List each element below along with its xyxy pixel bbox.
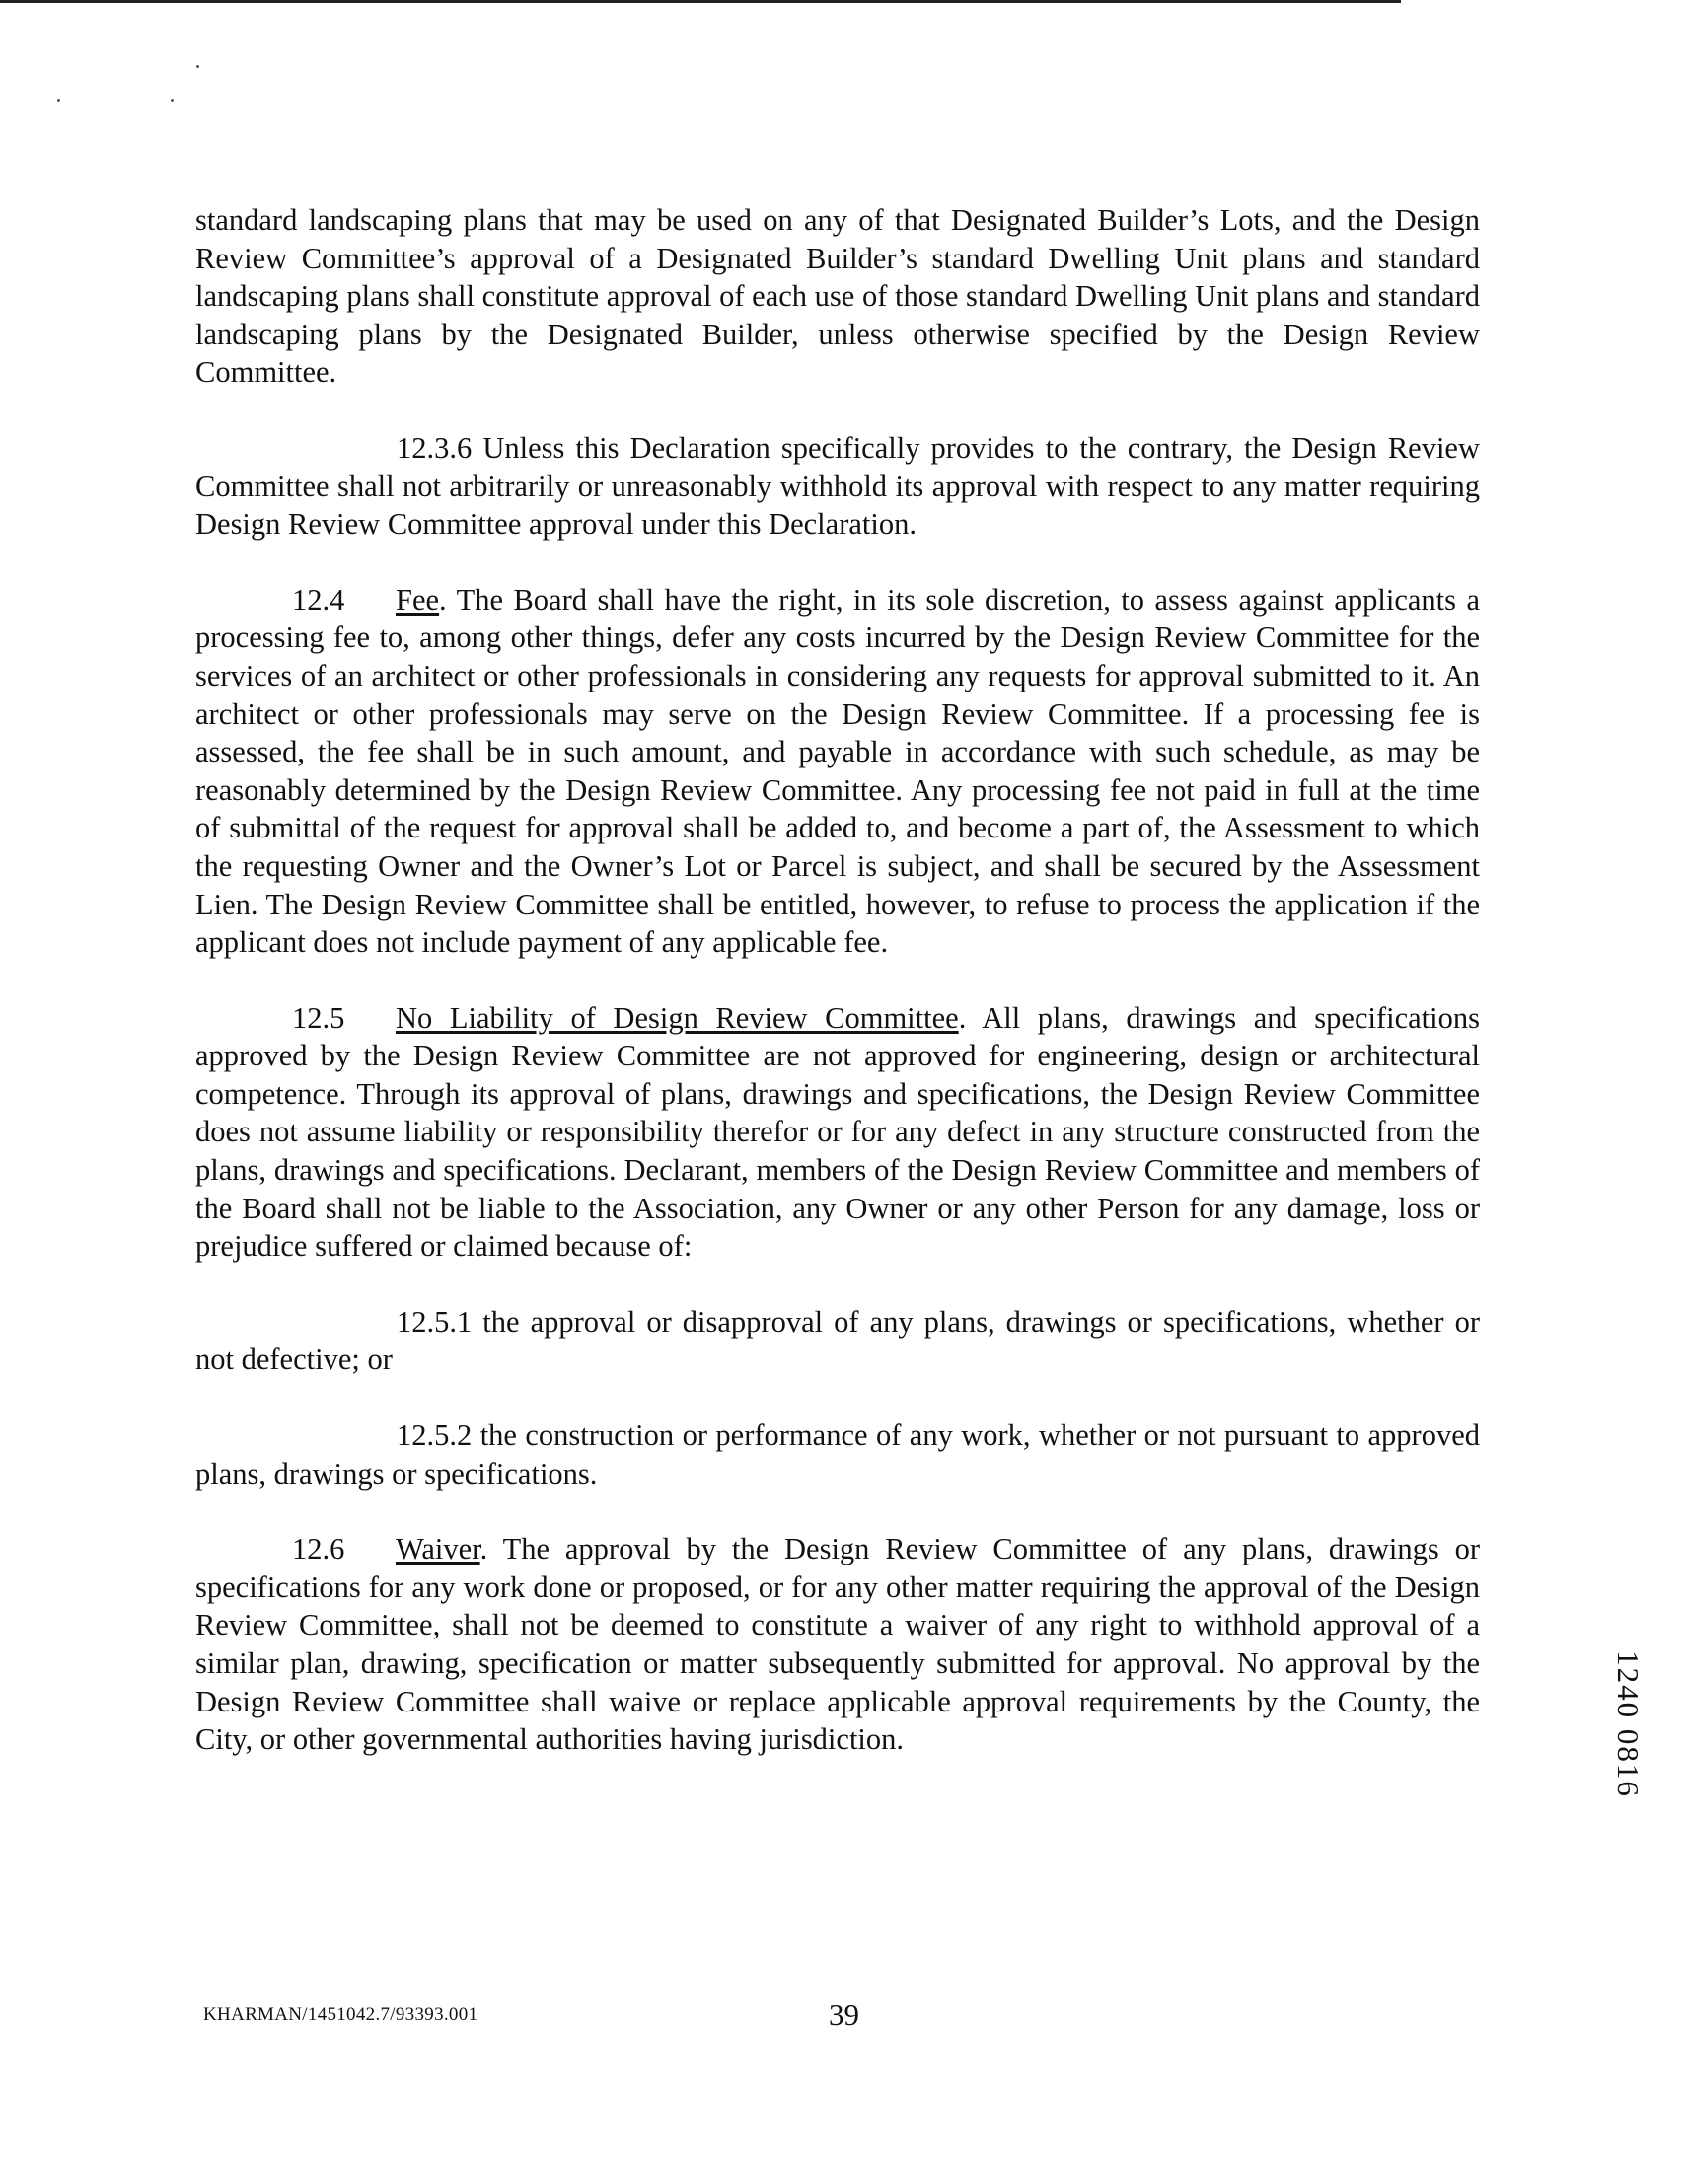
section-heading: Fee [396, 582, 440, 617]
paragraph-12-5 [195, 999, 1480, 1266]
paragraph-text: . The Board shall have the right, in its sole discretion, to assess against applicants a processing fee to, among other things, defer any costs incurred by the Design Review Committee for the services of an architect or other professionals in considering any requests for approval submitted to it. An architect or other professionals may serve on the Design Review Committee. If a processing fee is assessed, the fee shall be in such amount, and payable in accordance with such schedule, as may be reasonably determined by the Design Review Committee. Any processing fee not paid in full at the time of submittal of the request for approval shall be added to, and become a part of, the Assessment to which the requesting Owner and the Owner’s Lot or Parcel is subject, and shall be secured by the Assessment Lien. The Design Review Committee shall be entitled, however, to refuse to process the application if the applicant does not include payment of any applicable fee. [195, 582, 1480, 960]
section-number: 12.6 [292, 1532, 345, 1566]
scan-speck [171, 99, 174, 102]
paragraph-12-6 [195, 1530, 1480, 1759]
scan-speck [196, 65, 199, 68]
paragraph-12-3-6 [195, 429, 1480, 544]
footer-file-code: KHARMAN/1451042.7/93393.001 [203, 2004, 478, 2025]
section-number: 12.5 [292, 1000, 345, 1035]
recording-stamp [1608, 1586, 1648, 1862]
paragraph-text: . All plans, drawings and specifications approved by the Design Review Committee are not approved for engineering, design or architectural competence. Through its approval of plans, drawings and specifications, the Design Review Committee does not assume liability or responsibility therefor or for any defect in any structure constructed from the plans, drawings and specifications. Declarant, members of the Design Review Committee and members of the Board shall not be liable to the Association, any Owner or any other Person for any damage, loss or prejudice suffered or claimed because of: [195, 1000, 1480, 1264]
section-number: 12.5.1 [397, 1304, 473, 1339]
section-number: 12.4 [292, 582, 345, 617]
recording-stamp-number: 1240 0816 [1611, 1650, 1646, 1798]
section-heading: No Liability of Design Review Committee [396, 1000, 959, 1035]
section-heading: Waiver [396, 1532, 480, 1566]
paragraph-text: standard landscaping plans that may be used on any of that Designated Builder’s Lots, and the Design Review Committee’s approval of a Designated Builder’s standard Dwelling Unit plans and standard landscaping plans shall constitute approval of each use of those standard Dwelling Unit plans and standard landscaping plans by the Designated Builder, unless otherwise specified by the Design Review Committee. [195, 203, 1480, 390]
scan-speck [57, 99, 60, 102]
section-number: 12.3.6 [397, 430, 473, 465]
section-number: 12.5.2 [397, 1419, 473, 1453]
paragraph-12-4 [195, 581, 1480, 962]
page-number: 39 [829, 1998, 859, 2032]
paragraph-text: the approval or disapproval of any plans, drawings or specifications, whether or not defective; or [195, 1304, 1481, 1377]
document-body [195, 201, 1480, 1796]
paragraph-continuation [195, 201, 1480, 392]
paragraph-text: the construction or performance of any work, whether or not pursuant to approved plans, drawings or specifications. [195, 1419, 1481, 1491]
paragraph-12-5-1 [195, 1303, 1480, 1379]
paragraph-text: . The approval by the Design Review Committee of any plans, drawings or specifications for any work done or proposed, or for any other matter requiring the approval of the Design Review Committee, shall not be deemed to constitute a waiver of any right to withhold approval of a similar plan, drawing, specification or matter subsequently submitted for approval. No approval by the Design Review Committee shall waive or replace applicable approval requirements by the County, the City, or other governmental authorities having jurisdiction. [195, 1532, 1480, 1757]
scan-top-edge [0, 0, 1401, 3]
paragraph-12-5-2 [195, 1417, 1480, 1492]
paragraph-text: Unless this Declaration specifically provides to the contrary, the Design Review Committee shall not arbitrarily or unreasonably withhold its approval with respect to any matter requiring Design Review Committee approval under this Declaration. [195, 430, 1481, 542]
